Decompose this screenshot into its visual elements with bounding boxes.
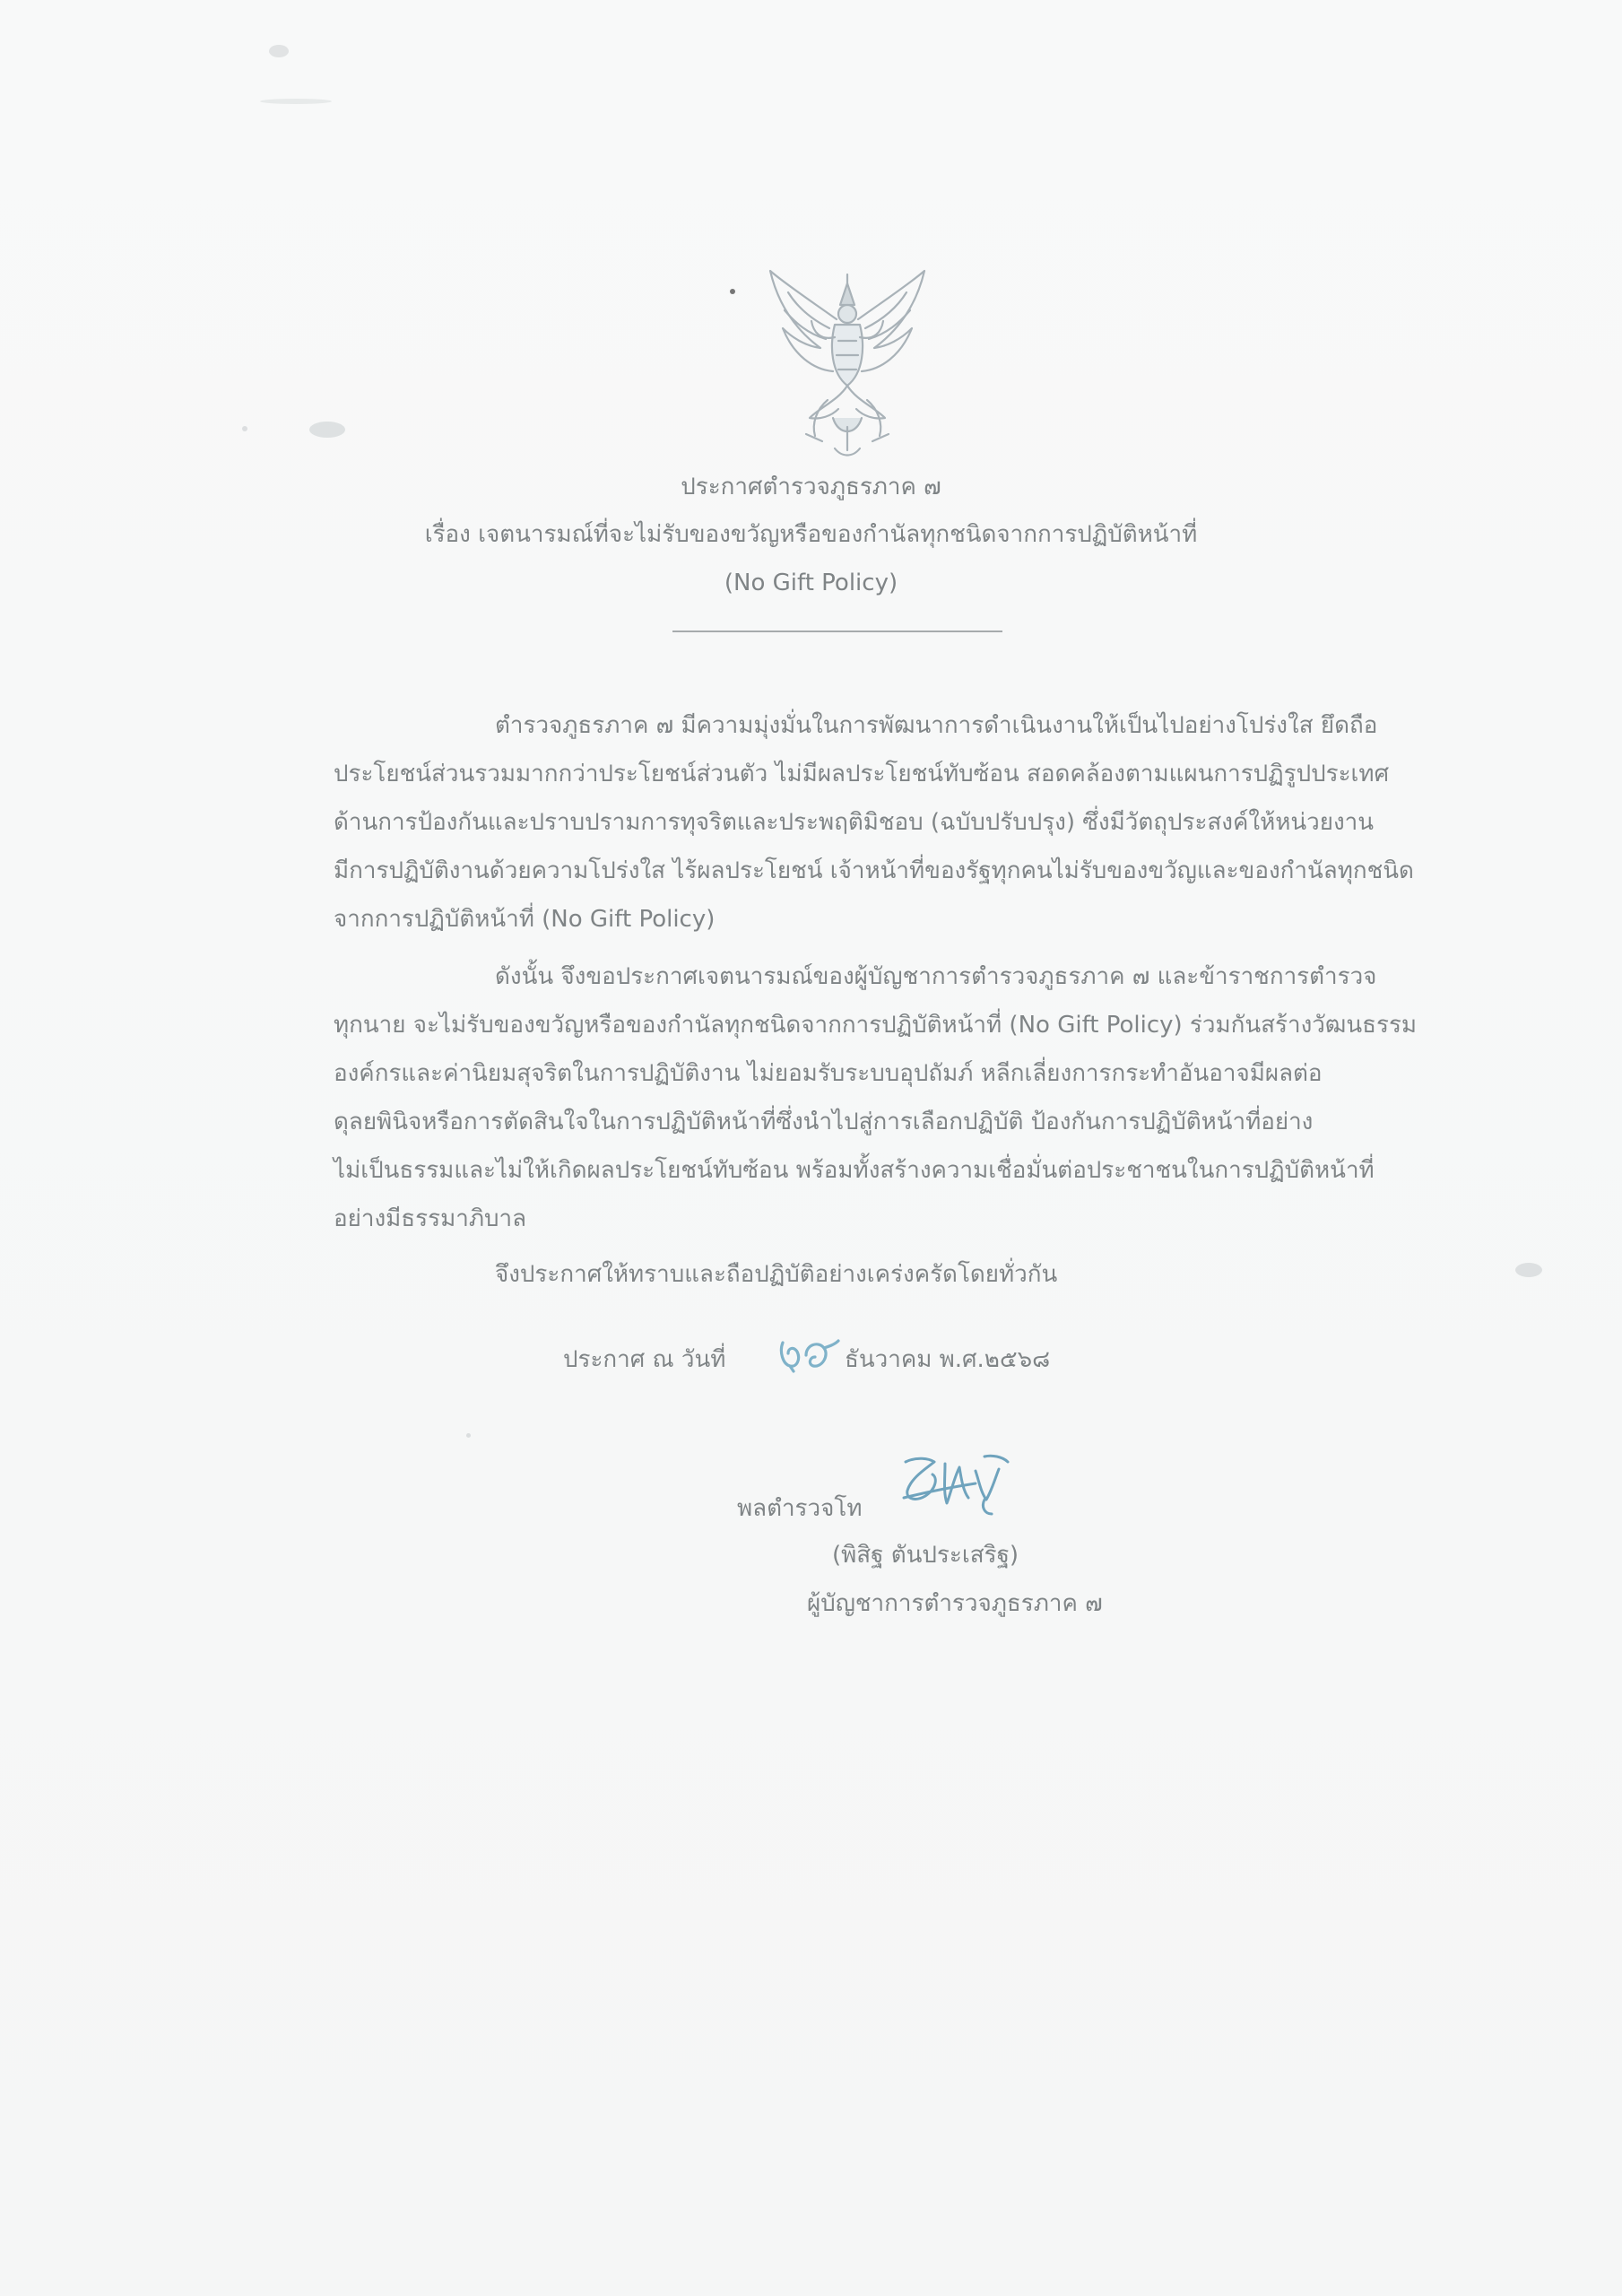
body-line: องค์กรและค่านิยมสุจริตในการปฏิบัติงาน ไม่ยอมรับระบบอุปถัมภ์ หลีกเลี่ยงการกระทำอันอาจมีผลต่อ <box>334 1060 1323 1087</box>
body-line: ไม่เป็นธรรมและไม่ให้เกิดผลประโยชน์ทับซ้อน พร้อมทั้งสร้างความเชื่อมั่นต่อประชาชนในการปฏิบัติหน้าที่ <box>334 1157 1375 1184</box>
handwritten-day <box>777 1334 842 1375</box>
body-line: อย่างมีธรรมาภิบาล <box>334 1205 526 1232</box>
body-line: มีการปฏิบัติงานด้วยความโปร่งใส ไร้ผลประโยชน์ เจ้าหน้าที่ของรัฐทุกคนไม่รับของขวัญและของกำนัลทุกชนิด <box>334 857 1414 884</box>
body-line: ดุลยพินิจหรือการตัดสินใจในการปฏิบัติหน้าที่ซึ่งนำไปสู่การเลือกปฏิบัติ ป้องกันการปฏิบัติหน้าที่อย่าง <box>334 1109 1314 1135</box>
body-line: จึงประกาศให้ทราบและถือปฏิบัติอย่างเคร่งครัดโดยทั่วกัน <box>495 1261 1058 1288</box>
header-divider <box>672 631 1002 632</box>
announcement-subtitle: (No Gift Policy) <box>724 570 898 596</box>
body-line: ดังนั้น จึงขอประกาศเจตนารมณ์ของผู้บัญชาการตำรวจภูธรภาค ๗ และข้าราชการตำรวจ <box>495 963 1377 990</box>
announcement-subject: เรื่อง เจตนารมณ์ที่จะไม่รับของขวัญหรือของกำนัลทุกชนิดจากการปฏิบัติหน้าที่ <box>424 521 1198 548</box>
scan-speck <box>1515 1263 1542 1277</box>
body-line: จากการปฏิบัติหน้าที่ (No Gift Policy) <box>334 906 716 933</box>
date-prefix: ประกาศ ณ วันที่ <box>563 1346 726 1373</box>
signatory-rank: พลตำรวจโท <box>737 1495 863 1522</box>
announcement-title: ประกาศตำรวจภูธรภาค ๗ <box>681 474 941 500</box>
garuda-emblem-icon <box>758 265 937 463</box>
body-line: ทุกนาย จะไม่รับของขวัญหรือของกำนัลทุกชนิดจากการปฏิบัติหน้าที่ (No Gift Policy) ร่วมกันสร้างวัฒนธรรม <box>334 1012 1418 1039</box>
signatory-name: (พิสิฐ ตันประเสริฐ) <box>832 1542 1019 1569</box>
scan-speck <box>730 289 735 294</box>
scan-speck <box>269 45 289 57</box>
scan-speck <box>260 99 332 104</box>
signature-image <box>898 1451 1015 1521</box>
body-line: ประโยชน์ส่วนรวมมากกว่าประโยชน์ส่วนตัว ไม่มีผลประโยชน์ทับซ้อน สอดคล้องตามแผนการปฏิรูปประเทศ <box>334 761 1390 787</box>
date-suffix: ธันวาคม พ.ศ.๒๕๖๘ <box>845 1346 1051 1373</box>
scan-speck <box>466 1433 471 1438</box>
body-line: ตำรวจภูธรภาค ๗ มีความมุ่งมั่นในการพัฒนาการดำเนินงานให้เป็นไปอย่างโปร่งใส ยึดถือ <box>495 712 1378 739</box>
body-line: ด้านการป้องกันและปราบปรามการทุจริตและประพฤติมิชอบ (ฉบับปรับปรุง) ซึ่งมีวัตถุประสงค์ให้หน่วยงาน <box>334 809 1375 836</box>
signatory-position: ผู้บัญชาการตำรวจภูธรภาค ๗ <box>807 1590 1103 1617</box>
scan-speck <box>309 422 345 438</box>
scan-speck <box>242 426 247 431</box>
